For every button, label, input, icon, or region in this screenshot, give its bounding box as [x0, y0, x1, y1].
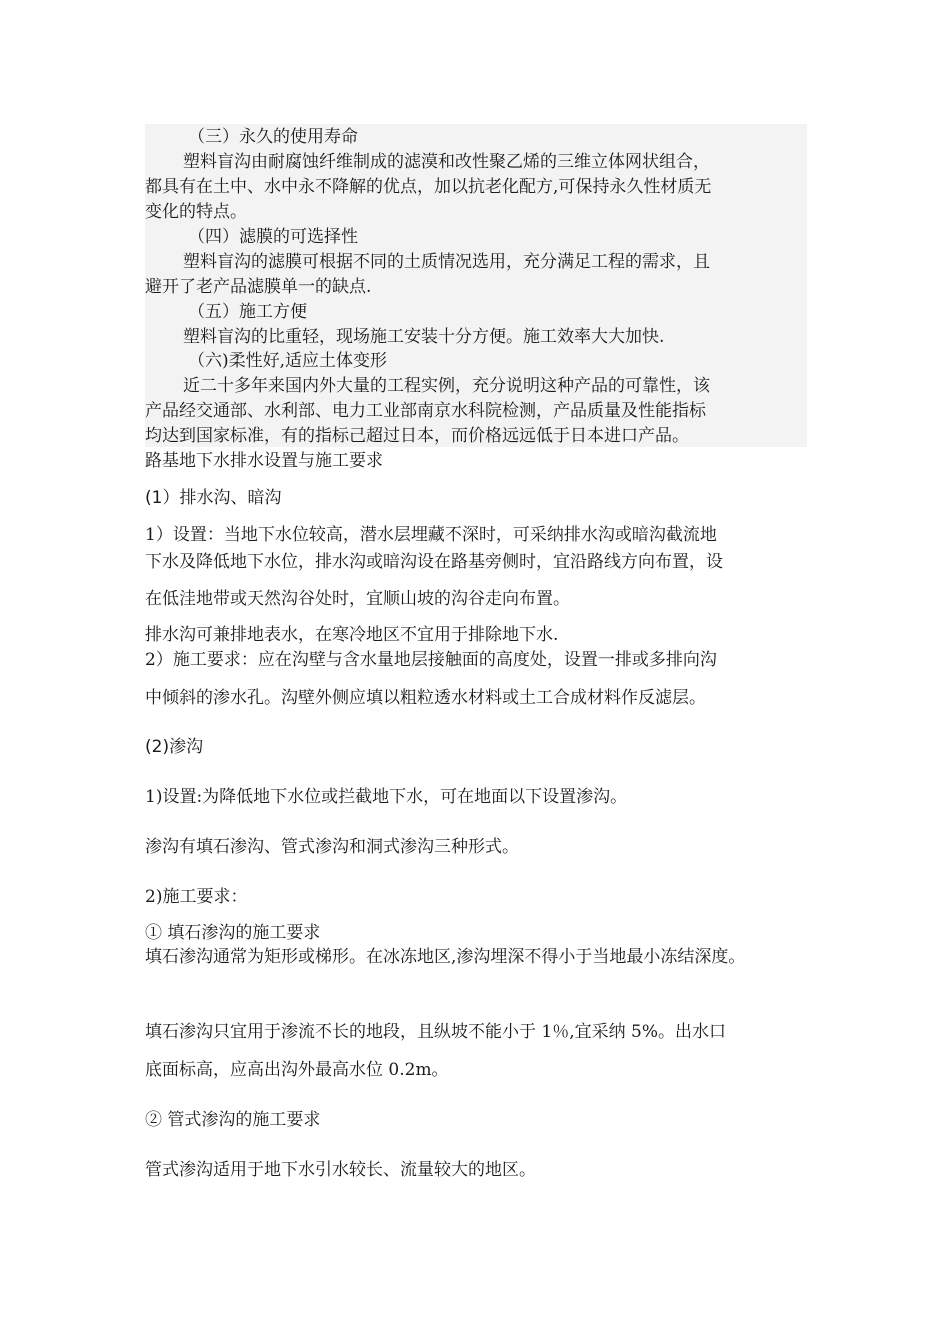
- text-line: 产品经交通部、水利部、电力工业部南京水科院检测，产品质量及性能指标: [145, 401, 706, 421]
- text-line: 底面标高，应高出沟外最高水位 0.2m。: [145, 1060, 449, 1080]
- text-line: 避开了老产品滤膜单一的缺点.: [145, 277, 372, 297]
- text-line: 填石渗沟只宜用于渗流不长的地段，且纵坡不能小于 1％,宜采纳 5%。出水口: [145, 1022, 726, 1042]
- subheading-drain-ditch: (1）排水沟、暗沟: [145, 488, 282, 508]
- text-line: 渗沟有填石渗沟、管式渗沟和洞式渗沟三种形式。: [145, 837, 519, 857]
- text-line: 填石渗沟通常为矩形或梯形。在冰冻地区,渗沟埋深不得小于当地最小冻结深度。: [145, 947, 746, 967]
- text-line: 1)设置:为降低地下水位或拦截地下水，可在地面以下设置渗沟。: [145, 787, 628, 807]
- text-line: 在低洼地带或天然沟谷处时，宜顺山坡的沟谷走向布置。: [145, 589, 570, 609]
- heading-6: （六)柔性好,适应土体变形: [188, 351, 388, 371]
- text-line: 下水及降低地下水位，排水沟或暗沟设在路基旁侧时，宜沿路线方向布置，设: [145, 552, 723, 572]
- text-line: 1）设置：当地下水位较高，潜水层埋藏不深时，可采纳排水沟或暗沟截流地: [145, 525, 717, 545]
- text-line: 变化的特点。: [145, 202, 247, 222]
- text-line: 管式渗沟适用于地下水引水较长、流量较大的地区。: [145, 1160, 536, 1180]
- text-line: 塑料盲沟的滤膜可根据不同的土质情况选用，充分满足工程的需求，且: [183, 252, 710, 272]
- text-line: 塑料盲沟的比重轻，现场施工安装十分方便。施工效率大大加快.: [183, 327, 665, 347]
- text-line: 2)施工要求：: [145, 887, 248, 907]
- text-line: 塑料盲沟由耐腐蚀纤维制成的滤漠和改性聚乙烯的三维立体网状组合，: [183, 152, 710, 172]
- section-title: 路基地下水排水设置与施工要求: [145, 451, 383, 471]
- text-line: 近二十多年来国内外大量的工程实例，充分说明这种产品的可靠性，该: [183, 376, 710, 396]
- text-line: 均达到国家标准，有的指标己超过日本，而价格远远低于日本进口产品。: [145, 426, 689, 446]
- heading-4: （四）滤膜的可选择性: [188, 227, 358, 247]
- subheading-seepage-ditch: (2)渗沟: [145, 737, 204, 757]
- text-line: 都具有在土中、水中永不降解的优点，加以抗老化配方,可保持永久性材质无: [145, 177, 712, 197]
- item-title: ① 填石渗沟的施工要求: [145, 923, 321, 943]
- text-line: 排水沟可兼排地表水，在寒冷地区不宜用于排除地下水.: [145, 625, 559, 645]
- text-line: 中倾斜的渗水孔。沟壁外侧应填以粗粒透水材料或土工合成材料作反滤层。: [145, 688, 706, 708]
- text-line: 2）施工要求：应在沟壁与含水量地层接触面的高度处，设置一排或多排向沟: [145, 650, 717, 670]
- heading-5: （五）施工方便: [188, 302, 307, 322]
- item-title: ② 管式渗沟的施工要求: [145, 1110, 321, 1130]
- heading-3: （三）永久的使用寿命: [188, 127, 358, 147]
